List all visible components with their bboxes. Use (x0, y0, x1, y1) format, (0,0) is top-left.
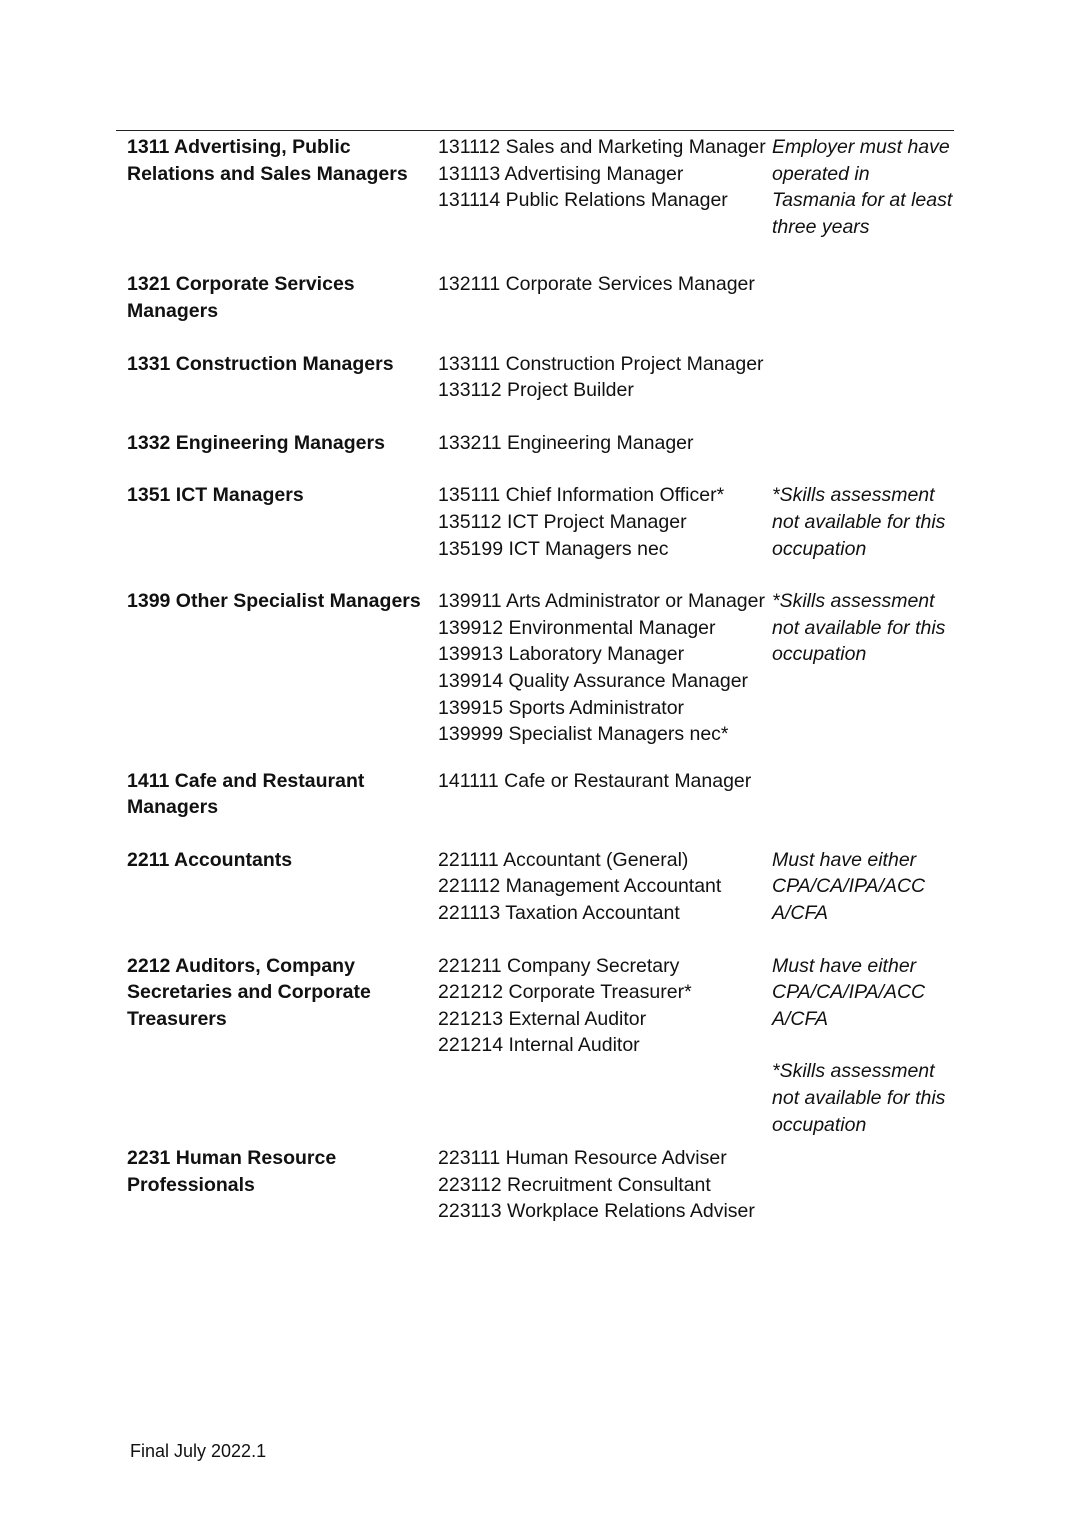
occupations-cell (438, 953, 772, 1139)
note-text: *Skills assessment not available for this occupation (772, 590, 946, 666)
occupation-item: 221212 Corporate Treasurer* (438, 981, 692, 1004)
occupation-item: 223112 Recruitment Consultant (438, 1173, 711, 1196)
occupations-cell (438, 768, 772, 821)
notes-cell (772, 271, 954, 324)
unit-group-cell: 1399 Other Specialist Managers (127, 590, 421, 613)
occupation-item: 141111 Cafe or Restaurant Manager (438, 769, 752, 792)
note-text: *Skills assessment not available for this occupation (772, 1060, 946, 1136)
note-text: *Skills assessment not available for this occupation (772, 484, 946, 560)
occupation-item: 131112 Sales and Marketing Manager (438, 136, 766, 158)
notes-cell (772, 588, 954, 748)
occupations-cell (438, 847, 772, 927)
table-top-rule (116, 130, 954, 131)
unit-group-cell: 1411 Cafe and Restaurant Managers (127, 769, 365, 819)
table-row (116, 134, 954, 240)
table-row (116, 1145, 954, 1225)
unit-group-cell: 1331 Construction Managers (127, 352, 394, 375)
occupation-item: 139911 Arts Administrator or Manager (438, 590, 765, 613)
occupation-item: 223113 Workplace Relations Adviser (438, 1200, 755, 1223)
table-row (116, 768, 954, 821)
unit-group-cell: 2212 Auditors, Company Secretaries and Corporate Treasurers (127, 954, 371, 1030)
occupation-item: 133111 Construction Project Manager (438, 352, 764, 375)
occupation-item: 135199 ICT Managers nec (438, 537, 669, 560)
occupation-item: 133112 Project Builder (438, 379, 634, 402)
occupation-item: 221214 Internal Auditor (438, 1034, 640, 1057)
occupation-item: 131114 Public Relations Manager (438, 189, 728, 212)
notes-cell (772, 482, 954, 562)
occupation-item: 139912 Environmental Manager (438, 616, 716, 639)
unit-group-cell: 1321 Corporate Services Managers (127, 273, 355, 322)
notes-cell (772, 351, 954, 404)
occupation-item: 135111 Chief Information Officer* (438, 484, 725, 507)
table-row (116, 847, 954, 927)
occupation-item: 221112 Management Accountant (438, 875, 722, 898)
notes-cell (772, 953, 954, 1139)
occupations-cell (438, 1145, 772, 1225)
occupation-item: 135112 ICT Project Manager (438, 510, 687, 533)
occupations-cell (438, 588, 772, 748)
page-footer: Final July 2022.1 (130, 1441, 267, 1461)
table-row (116, 953, 954, 1139)
table-row (116, 271, 954, 324)
occupation-item: 221213 External Auditor (438, 1007, 647, 1030)
note-text: Must have either CPA/CA/IPA/ACC A/CFA (772, 954, 926, 1030)
occupations-cell (438, 134, 772, 240)
occupation-item: 221211 Company Secretary (438, 954, 680, 977)
unit-group-cell: 2211 Accountants (127, 848, 293, 871)
notes-cell (772, 1145, 954, 1225)
table-row (116, 430, 954, 457)
occupation-item: 131113 Advertising Manager (438, 162, 684, 185)
occupation-table (116, 132, 954, 1225)
unit-group-cell: 1351 ICT Managers (127, 484, 304, 507)
occupation-item: 139914 Quality Assurance Manager (438, 669, 749, 692)
occupations-cell (438, 271, 772, 324)
occupations-cell (438, 351, 772, 404)
occupation-item: 132111 Corporate Services Manager (438, 273, 755, 296)
occupation-item: 133211 Engineering Manager (438, 431, 694, 454)
notes-cell (772, 768, 954, 821)
notes-cell (772, 847, 954, 927)
occupation-item: 139915 Sports Administrator (438, 696, 685, 719)
table-row (116, 482, 954, 562)
occupation-item: 139999 Specialist Managers nec* (438, 723, 729, 746)
occupations-cell (438, 430, 772, 457)
unit-group-cell: 1332 Engineering Managers (127, 431, 385, 454)
occupation-item: 223111 Human Resource Adviser (438, 1147, 727, 1170)
occupation-item: 139913 Laboratory Manager (438, 643, 685, 666)
unit-group-cell: 1311 Advertising, Public Relations and Sales Managers (127, 136, 408, 185)
occupation-item: 221113 Taxation Accountant (438, 902, 680, 925)
notes-cell (772, 430, 954, 457)
unit-group-cell: 2231 Human Resource Professionals (127, 1147, 337, 1196)
occupations-cell (438, 482, 772, 562)
table-row (116, 588, 954, 748)
occupation-item: 221111 Accountant (General) (438, 848, 689, 871)
table-row (116, 351, 954, 404)
note-text: Must have either CPA/CA/IPA/ACC A/CFA (772, 848, 926, 925)
note-text: Employer must have operated in Tasmania for at least three years (772, 136, 953, 238)
notes-cell (772, 134, 954, 240)
